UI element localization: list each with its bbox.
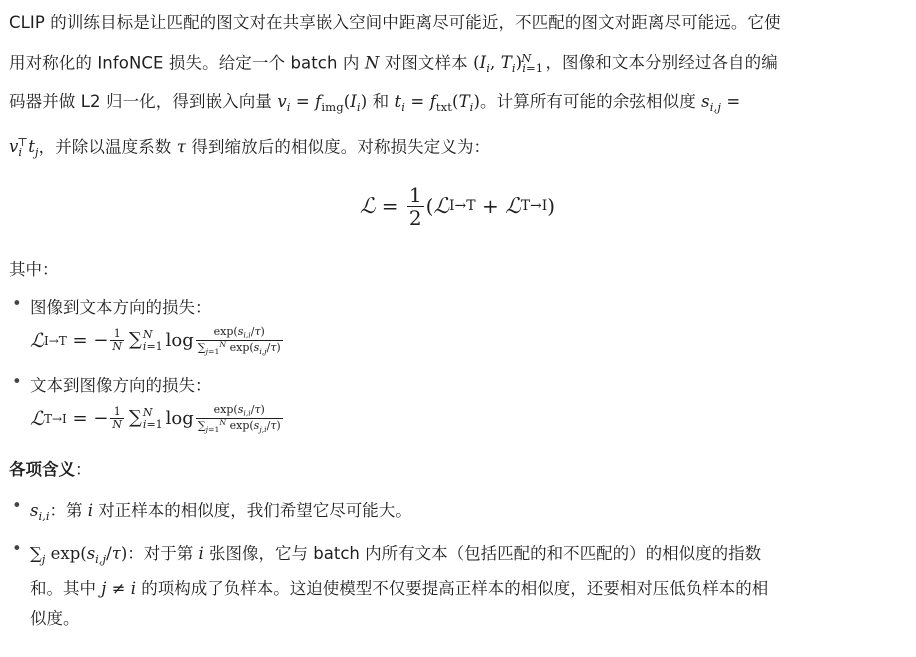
symmetric-loss-equation: ℒ = $\frac{1}{2}$ ( ℒ I→T + ℒ T→I ) <box>359 182 556 230</box>
meaning-label: 各项含义 <box>9 459 75 479</box>
meaning-sum: • $\sum_j$ $\exp(s_{i,j}/\tau)$：对于第 i 张图像，它与 batch 内所有文本（包括匹配的和不匹配的）的相似度的指数 和。其中 j ≠ i 的项构成了负样本。这迫使模型不仅要提高正样本的相似度，还要相对压低负样本的相 似度。 <box>30 543 769 628</box>
i2t-loss-formula: ℒ I→T = − $\frac{1}{N}$ ∑ N i=1 log $\frac{\exp(s_{i,i}/\tau)}{\sum_{j=1}^N \exp(s_{i,j}/\tau)}$ <box>30 324 281 356</box>
math-vt-tj: $v_i^⊤t_j$ <box>9 134 39 160</box>
intro-line-3a: 码器并做 L2 归一化，得到嵌入向量 <box>9 92 278 112</box>
loss-direction-list <box>9 294 906 444</box>
intro-line-2a: 用对称化的 InfoNCE 损失。给定一个 batch 内 <box>9 52 365 72</box>
list-item <box>29 539 906 634</box>
meaning-sii: • $s_{i,i}$：第 i 对正样本的相似度，我们希望它尽可能大。 <box>30 500 412 523</box>
math-N: N <box>364 52 380 72</box>
intro-line-4a: ，并除以温度系数 <box>38 137 177 157</box>
list-item <box>29 372 906 444</box>
math-sij: $s_{i,j}$ = <box>701 92 741 115</box>
math-ti: $t_i = f_{txt}(T_i)$ <box>394 92 481 115</box>
intro-line-1: CLIP 的训练目标是让匹配的图文对在共享嵌入空间中距离尽可能近，不匹配的图文对距离尽可能远。它使 <box>9 13 781 32</box>
intro-line-3b: 和 <box>367 92 395 112</box>
intro-line-2b: 对图文样本 <box>379 52 474 72</box>
meaning-list <box>9 496 906 634</box>
math-vi: $v_i = f_{img}(I_i)$ <box>277 92 368 115</box>
list-item <box>29 294 906 366</box>
bullet-i2t-text: • 图像到文本方向的损失： <box>30 297 212 317</box>
intro-paragraph <box>9 6 906 170</box>
intro-line-2c: ，图像和文本分别经过各自的编 <box>545 52 778 72</box>
intro-line-3c: 。计算所有可能的余弦相似度 <box>480 92 702 112</box>
intro-line-4b: 得到缩放后的相似度。对称损失定义为： <box>186 137 491 157</box>
meaning-heading <box>9 458 906 482</box>
list-item <box>29 496 906 531</box>
math-tau: τ <box>176 137 186 157</box>
where-label: 其中： <box>9 259 59 279</box>
bullet-t2i-text: • 文本到图像方向的损失： <box>30 375 212 395</box>
t2i-loss-formula: ℒ T→I = − $\frac{1}{N}$ ∑ N i=1 log $\frac{\exp(s_{i,i}/\tau)}{\sum_{j=1}^N \exp(s_{j,i}/\tau)}$ <box>30 402 281 434</box>
math-pairs: ($I_i$, $T_i)_{i=1}^N$ <box>473 50 544 75</box>
meaning-colon: ： <box>75 459 92 479</box>
